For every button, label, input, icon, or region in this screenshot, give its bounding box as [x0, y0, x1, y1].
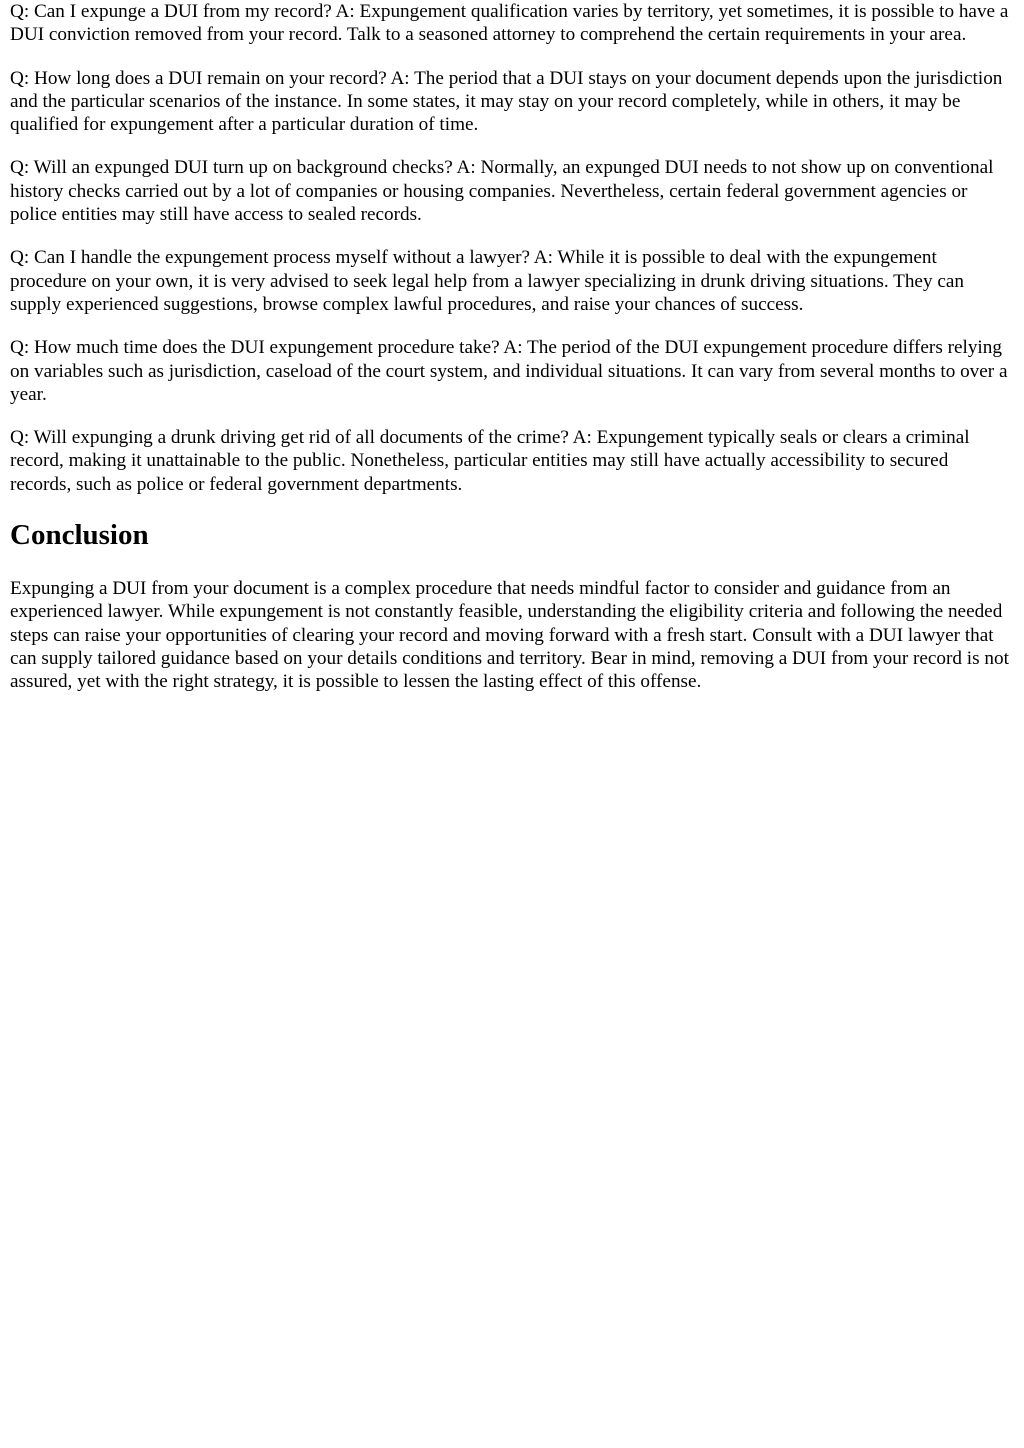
- faq-item: Q: Will an expunged DUI turn up on background checks? A: Normally, an expunged DUI needs to not show up on conventional history checks carried out by a lot of companies or housing companies. Nevertheless, certain federal government agencies or police entities may still have access to sealed records.: [10, 157, 994, 226]
- faq-item: Q: Will expunging a drunk driving get rid of all documents of the crime? A: Expungement typically seals or clears a criminal record, making it unattainable to the public. Nonetheless, particular entities may still have actually accessibility to secured records, such as police or federal government departments.: [10, 427, 970, 495]
- document-page: [0, 0, 1024, 694]
- conclusion-section: [10, 518, 1014, 693]
- faq-item: Q: Can I expunge a DUI from my record? A: Expungement qualification varies by territory, yet sometimes, it is possible to have a DUI conviction removed from your record. Talk to a seasoned attorney to comprehend the certain requirements in your area.: [10, 1, 1009, 46]
- conclusion-heading: Conclusion: [10, 519, 149, 552]
- faq-item: Q: Can I handle the expungement process myself without a lawyer? A: While it is possible to deal with the expungement procedure on your own, it is very advised to seek legal help from a lawyer specializing in drunk driving situations. They can supply experienced suggestions, browse complex lawful procedures, and raise your chances of success.: [10, 247, 964, 315]
- conclusion-paragraph: Expunging a DUI from your document is a complex procedure that needs mindful factor to consider and guidance from an experienced lawyer. While expungement is not constantly feasible, understanding the eligibility criteria and following the needed steps can raise your opportunities of clearing your record and moving forward with a fresh start. Consult with a DUI lawyer that can supply tailored guidance based on your details conditions and territory. Bear in mind, removing a DUI from your record is not assured, yet with the right strategy, it is possible to lessen the lasting effect of this offense.: [10, 578, 1009, 693]
- faq-item: Q: How much time does the DUI expungement procedure take? A: The period of the DUI expungement procedure differs relying on variables such as jurisdiction, caseload of the court system, and individual situations. It can vary from several months to over a year.: [10, 337, 1008, 405]
- faq-section: [10, 0, 1014, 496]
- faq-item: Q: How long does a DUI remain on your record? A: The period that a DUI stays on your document depends upon the jurisdiction and the particular scenarios of the instance. In some states, it may stay on your record completely, while in others, it may be qualified for expungement after a particular duration of time.: [10, 67, 1003, 136]
